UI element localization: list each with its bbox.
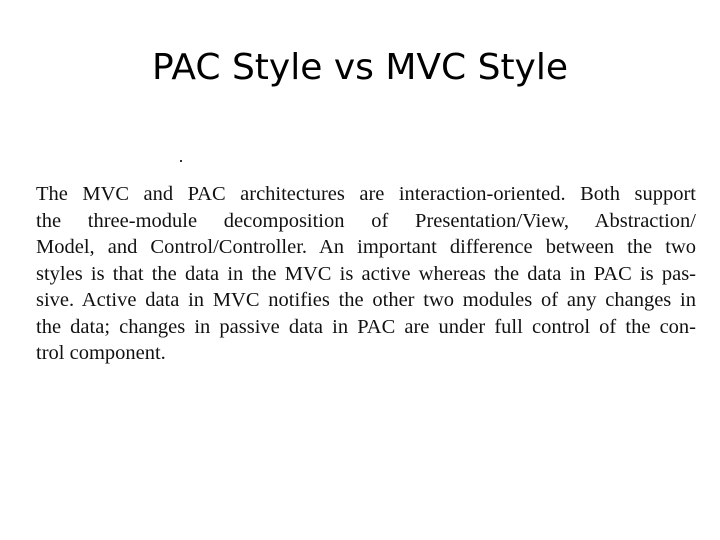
scanned-passage bbox=[36, 181, 696, 367]
passage-line: the three-module decomposition of Presentation/View, Abstraction/ bbox=[36, 209, 696, 232]
passage-line: The MVC and PAC architectures are interaction-oriented. Both support bbox=[36, 183, 696, 205]
passage-line: trol component. bbox=[36, 342, 166, 364]
scan-speck bbox=[180, 160, 182, 162]
slide-title: PAC Style vs MVC Style bbox=[151, 47, 569, 88]
passage-line: the data; changes in passive data in PAC are under full control of the con- bbox=[36, 315, 696, 338]
passage-line: sive. Active data in MVC notifies the other two modules of any changes in bbox=[36, 289, 696, 311]
passage-line: Model, and Control/Controller. An important difference between the two bbox=[36, 236, 696, 258]
passage-line: styles is that the data in the MVC is active whereas the data in PAC is pas- bbox=[36, 262, 696, 285]
